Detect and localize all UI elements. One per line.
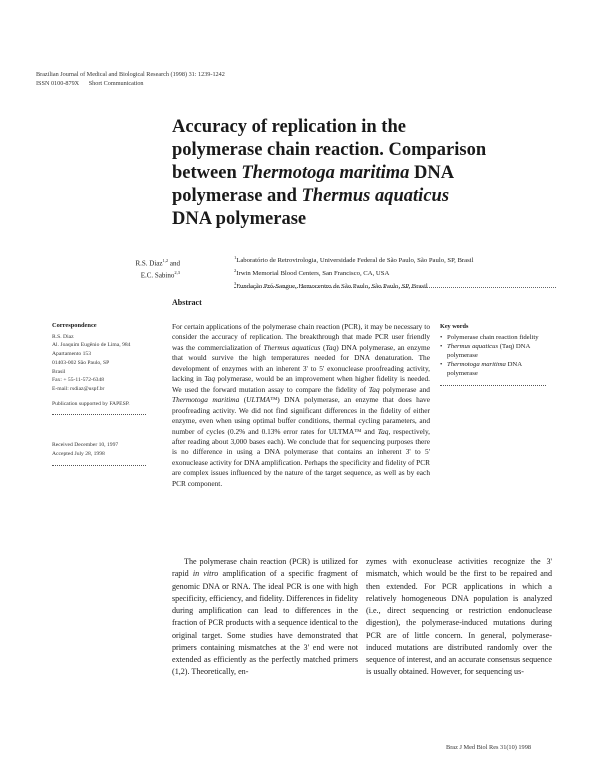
divider — [440, 385, 546, 386]
title-line: Accuracy of replication in the — [172, 117, 406, 137]
author-list: R.S. Diaz$^{1,2}$ and E.C. Sabino$^{2,3}$ — [135, 258, 180, 280]
affiliation: $^2$Irwin Memorial Blood Centers, San Francisco, CA, USA — [234, 268, 390, 278]
received-date: Received December 10, 1997 — [52, 442, 119, 449]
issn: ISSN 0100-879X — [36, 80, 80, 87]
page-footer: Braz J Med Biol Res 31(10) 1998 — [446, 744, 531, 751]
corr-email: E-mail: rsdiaz@uspf.br — [52, 385, 105, 392]
keywords-box — [440, 322, 550, 386]
corr-line: Fax: + 55-11-572-6348 — [52, 377, 105, 384]
affiliation: $^3$Fundação Pró-Sangue, Hemocentro de São Paulo, São Paulo, SP, Brasil — [234, 281, 428, 291]
journal-header — [36, 70, 225, 88]
divider — [52, 465, 146, 466]
keyword: • Thermotoga maritima DNA polymerase — [447, 360, 550, 378]
body-column-right: zymes with exonuclease activities recognize the 3' mismatch, which would be the first to be repaired and then extended. For PCR applications in which a relatively homogeneous DNA population is analyzed (i.e., direct sequencing or restriction endonuclease digestion), the polymerase-induced mutations during PCR are of little concern. In general, polymerase-induced mutations are distributed randomly over the sequence of interest, and an accurate consensus sequence is usually obtained. However, for sequencing us- — [366, 557, 552, 677]
correspondence-box — [52, 322, 152, 472]
support-note: Publication supported by FAPESP. — [52, 400, 130, 407]
title-line: polymerase chain reaction. Comparison — [172, 140, 487, 160]
divider — [52, 414, 146, 415]
corr-line: Brasil — [52, 368, 66, 375]
affiliation-divider — [234, 287, 556, 288]
article-type: Short Communication — [88, 80, 144, 87]
journal-citation: Brazilian Journal of Medical and Biological Research (1998) 31: 1239-1242 — [36, 71, 225, 78]
author-name: E.C. Sabino — [140, 271, 175, 280]
corr-line: Apartamento 153 — [52, 351, 91, 358]
keywords-heading: Key words — [440, 323, 469, 330]
title-line: between Thermotoga maritima DNA — [172, 163, 455, 183]
abstract-text: For certain applications of the polymerase chain reaction (PCR), it may be necessary to consider the accuracy of replication. The breakthrough that made PCR user friendly was the commercialization of Thermus aquaticus (Taq) DNA polymerase, an enzyme that would survive the high temperatures needed for DNA denaturation. The development of enzymes with an inherent 3' to 5' exonuclease proofreading activity, lacking in Taq polymerase, would be an improvement when higher fidelity is needed. We used the forward mutation assay to compare the fidelity of Taq polymerase and Thermotoga maritima (ULTMA™) DNA polymerase, an enzyme that does have proofreading activity. We did not find significant differences in the fidelity of either enzyme, even when using optimal buffer conditions, thermal cycling parameters, and number of cycles (0.2% and 0.13% error rates for ULTMA™ and Taq, respectively, after reading about 3,000 bases each). We conclude that for sequencing purposes there is no difference in using a DNA polymerase that contains an inherent 3' to 5' exonuclease activity for DNA amplification. Perhaps the specificity and fidelity of PCR are complex issues influenced by the nature of the target sequence, as well as by each PCR component. — [172, 322, 430, 488]
author-name: R.S. Diaz — [135, 259, 163, 268]
issn-line — [36, 79, 225, 88]
affiliation: $^1$Laboratório de Retrovirologia, Universidade Federal de São Paulo, São Paulo, SP, Brasil — [234, 255, 474, 265]
title-line: DNA polymerase — [172, 209, 307, 229]
keyword: • Thermus aquaticus (Taq) DNA polymerase — [447, 342, 550, 360]
corr-line: 01403-002 São Paulo, SP — [52, 359, 110, 366]
article-title — [172, 116, 572, 231]
body-column-left: The polymerase chain reaction (PCR) is utilized for rapid in vitro amplification of a specific fragment of genomic DNA or RNA. The ideal PCR is one with high specificity, efficiency, and fidelity. Differences in fidelity during amplification can lead to differences in the fraction of PCR products with a sequence identical to the original target. Some studies have demonstrated that primers containing mismatches at the 3' end were not extended as efficiently as the perfectly matched primers (1,2). Theoretically, en- — [172, 557, 359, 677]
corr-line: Al. Joaquim Eugênio de Lima, 984 — [52, 342, 131, 349]
correspondence-heading: Correspondence — [52, 322, 97, 329]
corr-line: R.S. Diaz — [52, 333, 74, 340]
accepted-date: Accepted July 28, 1998 — [52, 451, 105, 458]
title-line: polymerase and Thermus aquaticus — [172, 186, 450, 206]
keyword: • Polymerase chain reaction fidelity — [447, 333, 550, 342]
abstract-heading: Abstract — [172, 298, 202, 307]
